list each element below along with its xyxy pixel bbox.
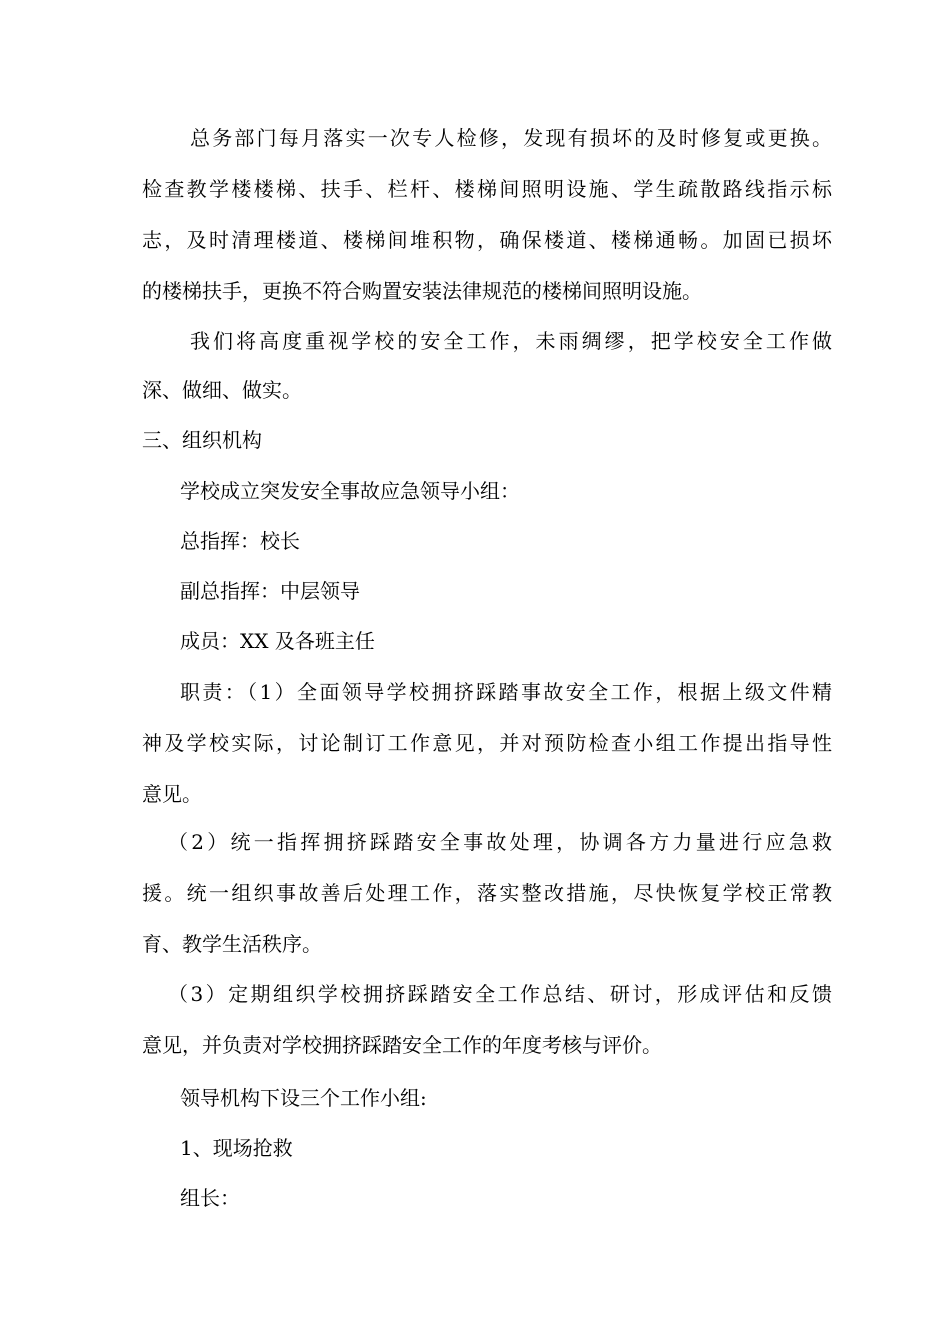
paragraph-line: 志，及时清理楼道、楼梯间堆积物，确保楼道、楼梯通畅。加固已损坏 xyxy=(142,228,832,252)
paragraph-line: 学校成立突发安全事故应急领导小组： xyxy=(180,479,520,503)
paragraph-line: 意见。 xyxy=(142,782,202,806)
paragraph-line: 成员：XX 及各班主任 xyxy=(180,629,375,653)
paragraph-line: （3）定期组织学校拥挤踩踏安全工作总结、研讨，形成评估和反馈 xyxy=(168,982,832,1006)
paragraph-line: 1、现场抢救 xyxy=(180,1136,293,1160)
paragraph-line: 神及学校实际，讨论制订工作意见，并对预防检查小组工作提出指导性 xyxy=(142,731,832,755)
paragraph-line: 领导机构下设三个工作小组: xyxy=(180,1086,427,1110)
paragraph-line: 总指挥：校长 xyxy=(180,529,300,553)
paragraph-line: 育、教学生活秩序。 xyxy=(142,932,322,956)
paragraph-line: 副总指挥：中层领导 xyxy=(180,579,360,603)
paragraph-line: （2）统一指挥拥挤踩踏安全事故处理，协调各方力量进行应急救 xyxy=(168,830,832,854)
paragraph-line: 组长： xyxy=(180,1186,240,1210)
paragraph-line: 总务部门每月落实一次专人检修，发现有损坏的及时修复或更换。 xyxy=(190,126,832,150)
section-heading: 三、组织机构 xyxy=(142,428,262,452)
paragraph-line: 我们将高度重视学校的安全工作，未雨绸缪，把学校安全工作做 xyxy=(190,329,832,353)
paragraph-line: 的楼梯扶手，更换不符合购置安装法律规范的楼梯间照明设施。 xyxy=(142,279,702,303)
paragraph-line: 职责：（1）全面领导学校拥挤踩踏事故安全工作，根据上级文件精 xyxy=(180,680,832,704)
paragraph-line: 援。统一组织事故善后处理工作，落实整改措施，尽快恢复学校正常教 xyxy=(142,881,832,905)
paragraph-line: 深、做细、做实。 xyxy=(142,378,302,402)
paragraph-line: 检查教学楼楼梯、扶手、栏杆、楼梯间照明设施、学生疏散路线指示标 xyxy=(142,177,832,201)
paragraph-line: 意见，并负责对学校拥挤踩踏安全工作的年度考核与评价。 xyxy=(142,1033,662,1057)
